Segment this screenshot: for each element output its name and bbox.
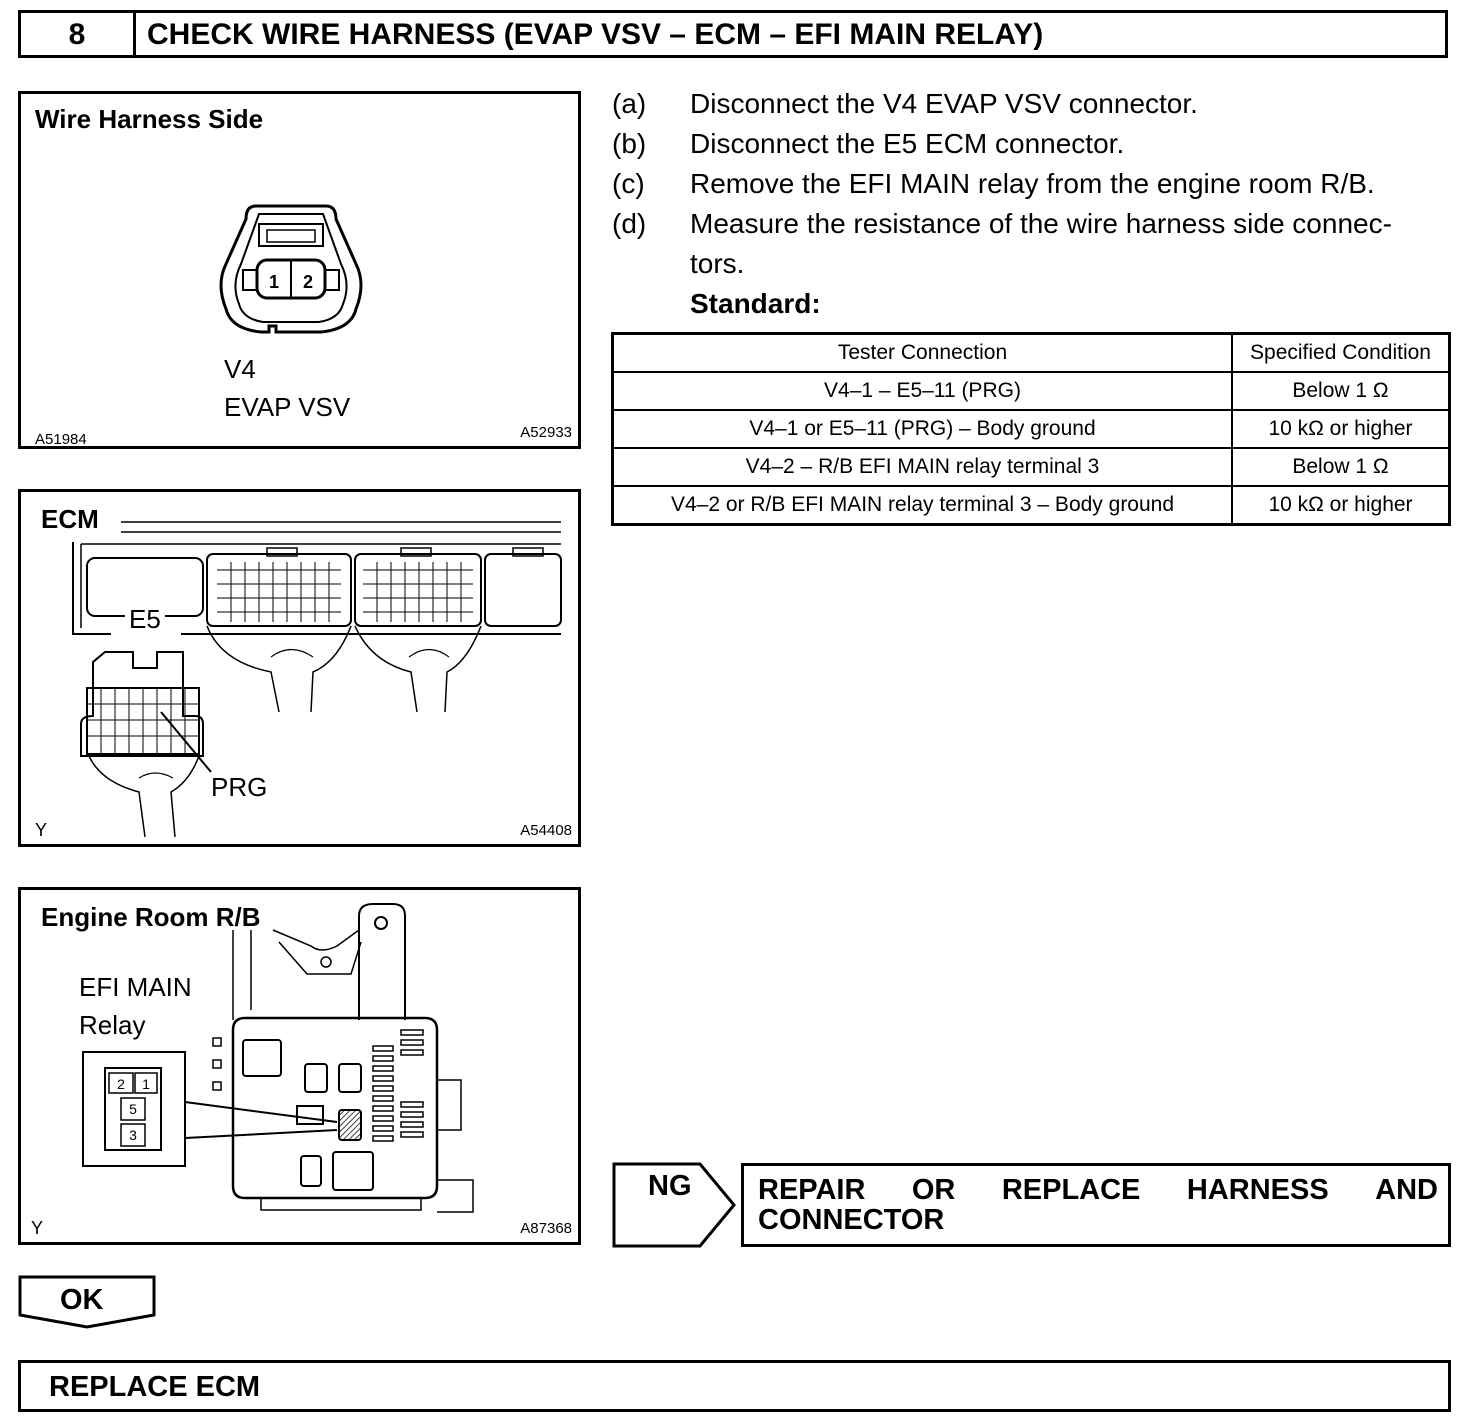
table-cell: 10 kΩ or higher [1232,410,1450,448]
step-c-letter: (c) [612,168,645,199]
ng-action-line1 [758,1174,1438,1207]
standard-label: Standard: [690,288,821,319]
step-a-letter: (a) [612,88,647,119]
figure-mark: Y [31,1218,44,1238]
step-header [18,10,1448,58]
step-b-letter: (b) [612,128,647,159]
ecm-drawing [21,492,578,844]
table-header-row [613,334,1450,373]
terminal-name: PRG [211,772,268,802]
step-title: CHECK WIRE HARNESS (EVAP VSV – ECM – EFI MAIN RELAY) [147,18,1044,51]
figure-mark: Y [35,820,48,840]
ng-action-word: REPLACE [1001,1174,1141,1206]
figure-code-right: A87368 [520,1220,572,1237]
ng-action-box [741,1163,1451,1247]
figure-title: Engine Room R/B [41,902,261,932]
relay-pin-2: 2 [117,1076,125,1092]
table-header-cell: Tester Connection [613,334,1233,373]
ng-action-word: OR [911,1174,956,1206]
table-row [613,486,1450,525]
figure-code-right: A52933 [520,424,572,441]
ok-action-box [18,1360,1451,1412]
ok-action: REPLACE ECM [49,1371,261,1403]
table-row [613,372,1450,410]
table-header-cell: Specified Condition [1232,334,1450,373]
step-number: 8 [21,13,136,55]
step-d-text-line2: tors. [690,248,745,279]
table-cell: Below 1 Ω [1232,448,1450,486]
ng-action-line2: CONNECTOR [758,1204,945,1236]
step-a-text: Disconnect the V4 EVAP VSV connector. [690,88,1198,119]
relay-pin-3: 3 [129,1127,137,1143]
step-d-letter: (d) [612,208,647,239]
ok-label: OK [60,1284,104,1316]
connector-name: E5 [125,604,165,635]
step-b-text: Disconnect the E5 ECM connector. [690,128,1125,159]
table-cell: V4–1 or E5–11 (PRG) – Body ground [613,410,1233,448]
relay-pin-1: 1 [142,1076,150,1092]
figure-code-right: A54408 [520,822,572,839]
ng-action-word: REPAIR [758,1174,866,1206]
relay-pin-5: 5 [129,1101,137,1117]
ng-action-word: AND [1375,1174,1438,1206]
spec-table [611,332,1451,526]
table-cell: V4–2 or R/B EFI MAIN relay terminal 3 – Body ground [613,486,1233,525]
figure-vsv-connector [18,91,581,449]
vsv-pin-1: 1 [268,272,280,292]
table-row [613,448,1450,486]
relay-label-line2: Relay [79,1010,146,1040]
table-cell: V4–1 – E5–11 (PRG) [613,372,1233,410]
step-d-text-line1: Measure the resistance of the wire harness side connec- [690,208,1392,239]
table-row [613,410,1450,448]
figure-title: Wire Harness Side [35,104,264,134]
ng-action-word: HARNESS [1186,1174,1329,1206]
step-c-text: Remove the EFI MAIN relay from the engine room R/B. [690,168,1375,199]
figure-ecm-connector [18,489,581,847]
table-cell: 10 kΩ or higher [1232,486,1450,525]
table-cell: V4–2 – R/B EFI MAIN relay terminal 3 [613,448,1233,486]
figure-title: ECM [41,504,103,535]
table-cell: Below 1 Ω [1232,372,1450,410]
connector-description: EVAP VSV [224,392,351,422]
connector-name: V4 [224,354,256,384]
relay-label-line1: EFI MAIN [79,972,192,1002]
figure-engine-room-rb [18,887,581,1245]
figure-code-left: A51984 [35,431,87,448]
relay-block-drawing [21,890,578,1242]
ng-label: NG [648,1170,692,1202]
vsv-pin-2: 2 [302,272,314,292]
